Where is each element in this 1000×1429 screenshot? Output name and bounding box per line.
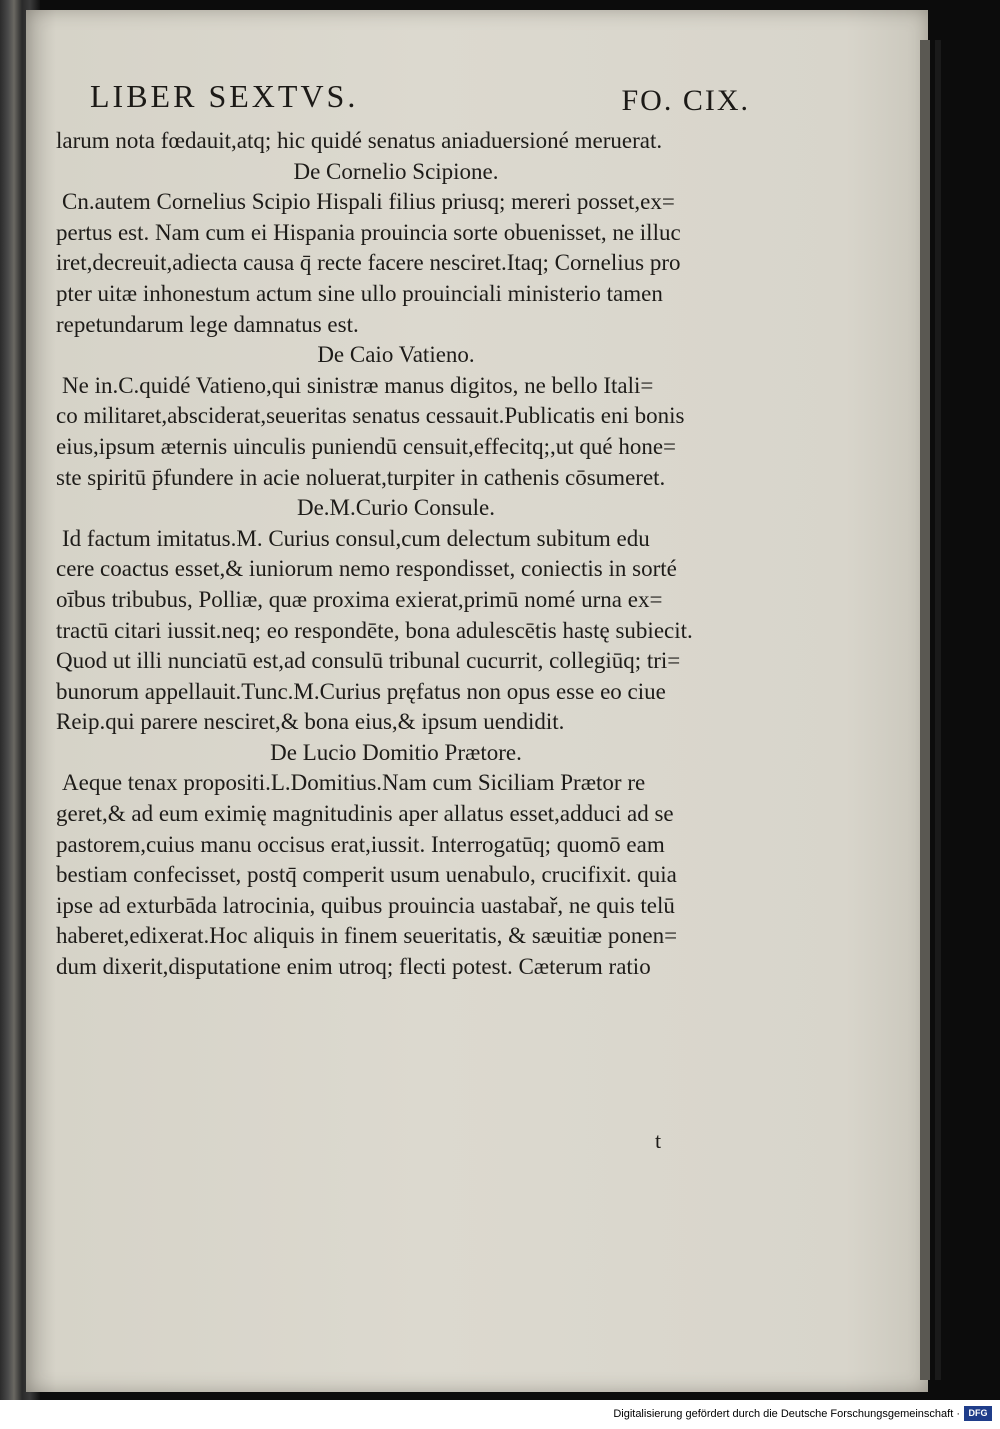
text-line: bunorum appellauit.Tunc.M.Curius pręfatus non opus esse eo ciue — [56, 678, 666, 704]
text-line: repetundarum lege damnatus est. — [56, 311, 359, 337]
section-heading: De Lucio Domitio Prætore. — [270, 739, 522, 765]
text-line: bestiam confecisset, postq̄ comperit usum uenabulo, crucifixit. quia — [56, 862, 677, 888]
text-line: Id factum imitatus.M. Curius consul,cum delectum subitum edu — [62, 525, 650, 551]
text-line: Ne in.C.quidé Vatieno,qui sinistræ manus digitos, ne bello Itali= — [62, 372, 654, 398]
text-line: iret,decreuit,adiecta causa q̄ recte facere nesciret.Itaq; Cornelius pro — [56, 250, 681, 276]
folio-number: FO. CIX. — [621, 84, 750, 117]
dfg-logo-icon: DFG — [964, 1406, 992, 1421]
section-heading: De Caio Vatieno. — [317, 342, 475, 368]
section-heading: De Cornelio Scipione. — [293, 158, 499, 184]
text-line: pertus est. Nam cum ei Hispania prouincia sorte obuenisset, ne illuc — [56, 219, 681, 245]
scan-border — [935, 40, 941, 1380]
page-edge-shadow — [920, 40, 930, 1380]
text-line: cere coactus esset,& iuniorum nemo respondisset, coniectis in sorté — [56, 556, 677, 582]
text-line: Reip.qui parere nesciret,& bona eius,& ipsum uendidit. — [56, 709, 565, 735]
text-line: pastorem,cuius manu occisus erat,iussit. Interrogatūq; quomō eam — [56, 831, 665, 857]
book-title: LIBER SEXTVS. — [90, 78, 359, 114]
text-line: pter uitæ inhonestum actum sine ullo prouinciali ministerio tamen — [56, 280, 663, 306]
credit-bar — [0, 1400, 1000, 1429]
running-head — [90, 78, 750, 118]
text-line: co militaret,absciderat,seueritas senatus cessauit.Publicatis eni bonis — [56, 403, 685, 429]
text-line: dum dixerit,disputatione enim utroq; flecti potest. Cæterum ratio — [56, 954, 651, 980]
text-line: geret,& ad eum eximię magnitudinis aper allatus esset,adduci ad se — [56, 801, 674, 827]
text-line: Cn.autem Cornelius Scipio Hispali filius priusq; mereri posset,ex= — [62, 189, 675, 215]
signature-mark: t — [655, 1128, 662, 1153]
section-heading: De.M.Curio Consule. — [296, 495, 496, 521]
text-line: oībus tribubus, Polliæ, quæ proxima exierat,primū nomé urna ex= — [56, 586, 663, 612]
text-line: ipse ad exturbāda latrocinia, quibus prouincia uastabař, ne quis telū — [56, 892, 675, 918]
text-line: eius,ipsum æternis uinculis puniendū censuit,effecitq;,ut qué hone= — [56, 433, 677, 459]
text-block — [56, 126, 736, 983]
text-line: tractū citari iussit.neq; eo respondēte, bona adulescētis hastę subiecit. — [56, 617, 693, 643]
text-line: Quod ut illi nunciatū est,ad consulū tribunal cucurrit, collegiūq; tri= — [56, 648, 681, 674]
funding-credit: Digitalisierung gefördert durch die Deutsche Forschungsgemeinschaft · — [613, 1408, 960, 1420]
text-line: Aeque tenax propositi.L.Domitius.Nam cum Siciliam Prætor re — [62, 770, 646, 796]
text-line: haberet,edixerat.Hoc aliquis in finem seueritatis, & sæuitiæ ponen= — [56, 923, 678, 949]
text-line: larum nota fœdauit,atq; hic quidé senatus aniaduersioné meruerat. — [56, 128, 663, 153]
text-line: ste spiritū p̄fundere in acie noluerat,turpiter in cathenis cōsumeret. — [56, 464, 666, 490]
